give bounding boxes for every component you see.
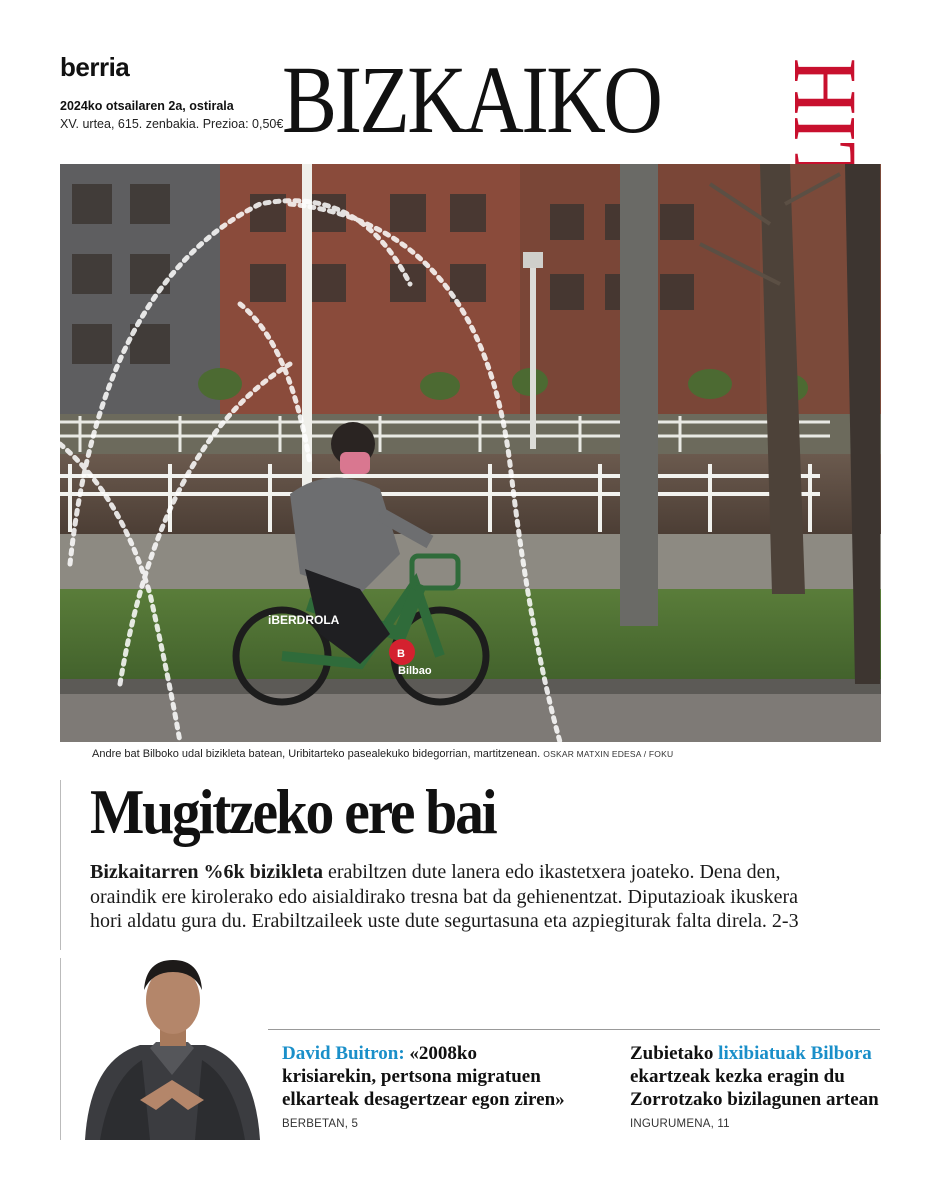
teaser-2[interactable] xyxy=(630,1042,879,1111)
masthead-title: BIZKAIKO xyxy=(282,46,661,153)
teaser-2-accent: lixibiatuak Bilbora xyxy=(718,1043,872,1064)
lead-headline: Mugitzeko ere bai xyxy=(90,776,496,847)
column-rule xyxy=(60,780,61,950)
lede-line-1: Bizkaitarren %6k bizikleta erabiltzen dute lanera edo ikastetxera joateko. Dena den, xyxy=(90,861,781,883)
teaser-2-line-1: Zubietako lixibiatuak Bilbora xyxy=(630,1043,872,1064)
teaser-1-line-1: David Buitron: «2008ko xyxy=(282,1043,477,1064)
teaser-2-section: INGURUMENA, 11 xyxy=(630,1118,730,1130)
column-rule-lower xyxy=(60,958,61,1140)
lead-photo xyxy=(60,164,881,742)
lede-line-3: hori aldatu gura du. Erabiltzaileek uste dute segurtasuna eta azpiegiturak falta direla. 2-3 xyxy=(90,910,799,932)
publication-date: 2024ko otsailaren 2a, ostirala xyxy=(60,99,234,113)
photo-caption xyxy=(92,748,673,760)
lead-lede xyxy=(90,860,890,934)
bike-brand-text: iBERDROLA xyxy=(268,613,340,627)
teaser-1-line-2: krisiarekin, pertsona migratuen xyxy=(282,1066,541,1087)
teaser-1[interactable] xyxy=(282,1042,565,1111)
lead-photo-illustration xyxy=(60,164,881,742)
photo-credit: OSKAR MATXIN EDESA / FOKU xyxy=(543,749,674,759)
teaser-1-line-3: elkarteak desagertzear egon ziren» xyxy=(282,1089,565,1110)
issue-info: XV. urtea, 615. zenbakia. Prezioa: 0,50€ xyxy=(60,117,284,131)
lede-line-2: oraindik ere kirolerako edo aisialdirako tresna bat da gehienentzat. Diputazioak ikuskera xyxy=(90,885,799,908)
photo-caption-text: Andre bat Bilboko udal bizikleta batean, Uribitarteko pasealekuko bidegorrian, martitzenean. xyxy=(92,748,541,760)
lede-bold: Bizkaitarren %6k bizikleta xyxy=(90,861,323,883)
teaser-1-section: BERBETAN, 5 xyxy=(282,1118,359,1130)
bike-sticker-text: Bilbao xyxy=(398,665,432,677)
teaser-2-line-2: ekartzeak kezka eragin du xyxy=(630,1066,845,1087)
portrait-illustration xyxy=(80,950,265,1140)
bike-badge: B xyxy=(397,648,405,660)
teaser-1-accent: David Buitron: xyxy=(282,1043,405,1064)
teaser-2-line-3: Zorrotzako bizilagunen artean xyxy=(630,1089,879,1110)
teaser-rule xyxy=(268,1029,880,1030)
portrait-photo xyxy=(80,950,265,1140)
brand-logo: berria xyxy=(60,52,130,82)
